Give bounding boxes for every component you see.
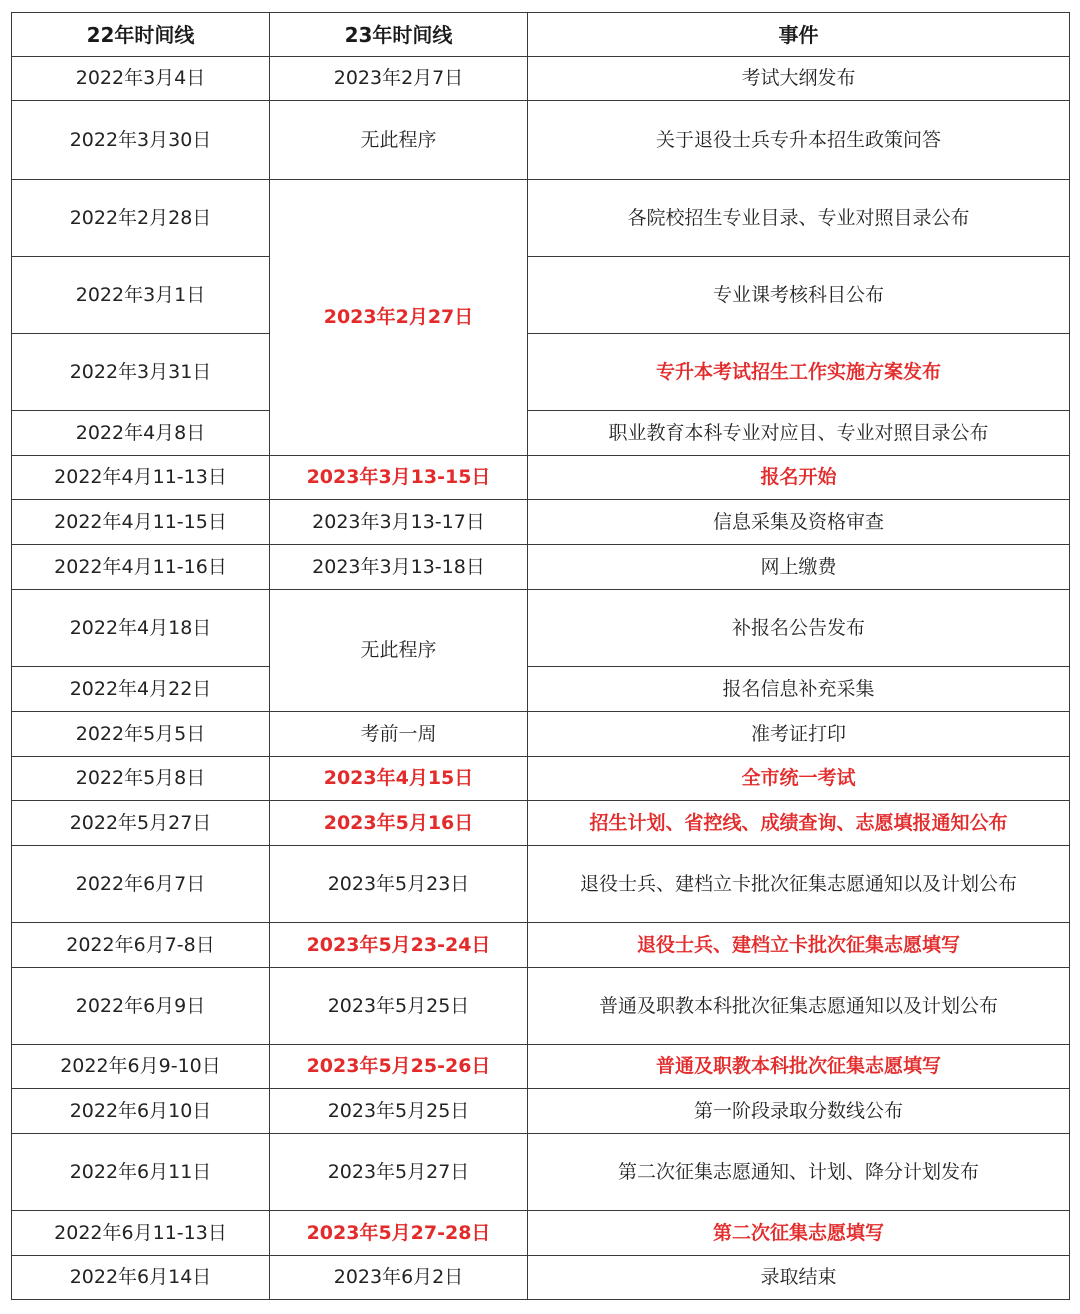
date-2022: 2022年3月30日 [12,101,270,180]
table-row [12,57,1070,101]
event-cell-highlight: 第二次征集志愿填写 [528,1211,1070,1256]
date-2023-merged: 2023年2月27日 [270,180,528,456]
date-2023: 2023年3月13-17日 [270,500,528,545]
header-event: 事件 [528,13,1070,57]
event-cell: 关于退役士兵专升本招生政策问答 [528,101,1070,180]
date-2022: 2022年5月27日 [12,801,270,846]
header-2022-timeline: 22年时间线 [12,13,270,57]
date-2022: 2022年3月4日 [12,57,270,101]
event-cell-highlight: 普通及职教本科批次征集志愿填写 [528,1045,1070,1089]
event-cell: 信息采集及资格审查 [528,500,1070,545]
date-2022: 2022年3月1日 [12,257,270,334]
event-cell: 普通及职教本科批次征集志愿通知以及计划公布 [528,968,1070,1045]
date-2023: 考前一周 [270,712,528,757]
date-2023: 2023年6月2日 [270,1256,528,1300]
date-2022: 2022年6月7-8日 [12,923,270,968]
date-2023-highlight: 2023年5月16日 [270,801,528,846]
date-2022: 2022年6月14日 [12,1256,270,1300]
date-2022: 2022年2月28日 [12,180,270,257]
date-2022: 2022年6月11-13日 [12,1211,270,1256]
event-cell-highlight: 退役士兵、建档立卡批次征集志愿填写 [528,923,1070,968]
event-cell: 退役士兵、建档立卡批次征集志愿通知以及计划公布 [528,846,1070,923]
date-2022: 2022年4月11-15日 [12,500,270,545]
event-cell: 录取结束 [528,1256,1070,1300]
date-2023: 无此程序 [270,101,528,180]
table-row [12,1211,1070,1256]
event-cell-highlight: 报名开始 [528,456,1070,500]
event-cell: 考试大纲发布 [528,57,1070,101]
date-2023-highlight: 2023年5月25-26日 [270,1045,528,1089]
event-cell: 各院校招生专业目录、专业对照目录公布 [528,180,1070,257]
date-2022: 2022年6月10日 [12,1089,270,1134]
date-2022: 2022年3月31日 [12,334,270,411]
table-row [12,257,1070,334]
event-cell: 报名信息补充采集 [528,667,1070,712]
date-2023: 2023年5月27日 [270,1134,528,1211]
header-2023-timeline: 23年时间线 [270,13,528,57]
table-row [12,846,1070,923]
table-row [12,757,1070,801]
date-2023-highlight: 2023年3月13-15日 [270,456,528,500]
timeline-table [11,12,1070,1300]
date-2023: 2023年5月23日 [270,846,528,923]
table-row [12,590,1070,667]
date-2023-highlight: 2023年5月27-28日 [270,1211,528,1256]
table-row [12,667,1070,712]
table-row [12,101,1070,180]
table-header-row [12,13,1070,57]
event-cell-highlight: 全市统一考试 [528,757,1070,801]
date-2022: 2022年6月7日 [12,846,270,923]
date-2022: 2022年5月8日 [12,757,270,801]
event-cell-highlight: 招生计划、省控线、成绩查询、志愿填报通知公布 [528,801,1070,846]
event-cell: 补报名公告发布 [528,590,1070,667]
date-2022: 2022年4月18日 [12,590,270,667]
table-row [12,1256,1070,1300]
table-row [12,545,1070,590]
event-cell: 网上缴费 [528,545,1070,590]
table-row [12,968,1070,1045]
table-row [12,712,1070,757]
event-cell: 职业教育本科专业对应目、专业对照目录公布 [528,411,1070,456]
date-2023: 2023年3月13-18日 [270,545,528,590]
event-cell: 第二次征集志愿通知、计划、降分计划发布 [528,1134,1070,1211]
table-row [12,180,1070,257]
table-row [12,801,1070,846]
date-2023-highlight: 2023年5月23-24日 [270,923,528,968]
table-row [12,411,1070,456]
date-2022: 2022年4月8日 [12,411,270,456]
date-2023: 2023年5月25日 [270,1089,528,1134]
table-row [12,1089,1070,1134]
table-row [12,456,1070,500]
event-cell-highlight: 专升本考试招生工作实施方案发布 [528,334,1070,411]
date-2023: 2023年5月25日 [270,968,528,1045]
table-row [12,1045,1070,1089]
date-2022: 2022年4月11-16日 [12,545,270,590]
date-2022: 2022年6月9-10日 [12,1045,270,1089]
date-2022: 2022年4月11-13日 [12,456,270,500]
table-row [12,334,1070,411]
table-row [12,923,1070,968]
date-2023: 2023年2月7日 [270,57,528,101]
event-cell: 专业课考核科目公布 [528,257,1070,334]
event-cell: 准考证打印 [528,712,1070,757]
table-row [12,1134,1070,1211]
date-2022: 2022年6月9日 [12,968,270,1045]
date-2022: 2022年6月11日 [12,1134,270,1211]
date-2023-highlight: 2023年4月15日 [270,757,528,801]
event-cell: 第一阶段录取分数线公布 [528,1089,1070,1134]
date-2022: 2022年5月5日 [12,712,270,757]
date-2022: 2022年4月22日 [12,667,270,712]
date-2023-merged: 无此程序 [270,590,528,712]
table-row [12,500,1070,545]
